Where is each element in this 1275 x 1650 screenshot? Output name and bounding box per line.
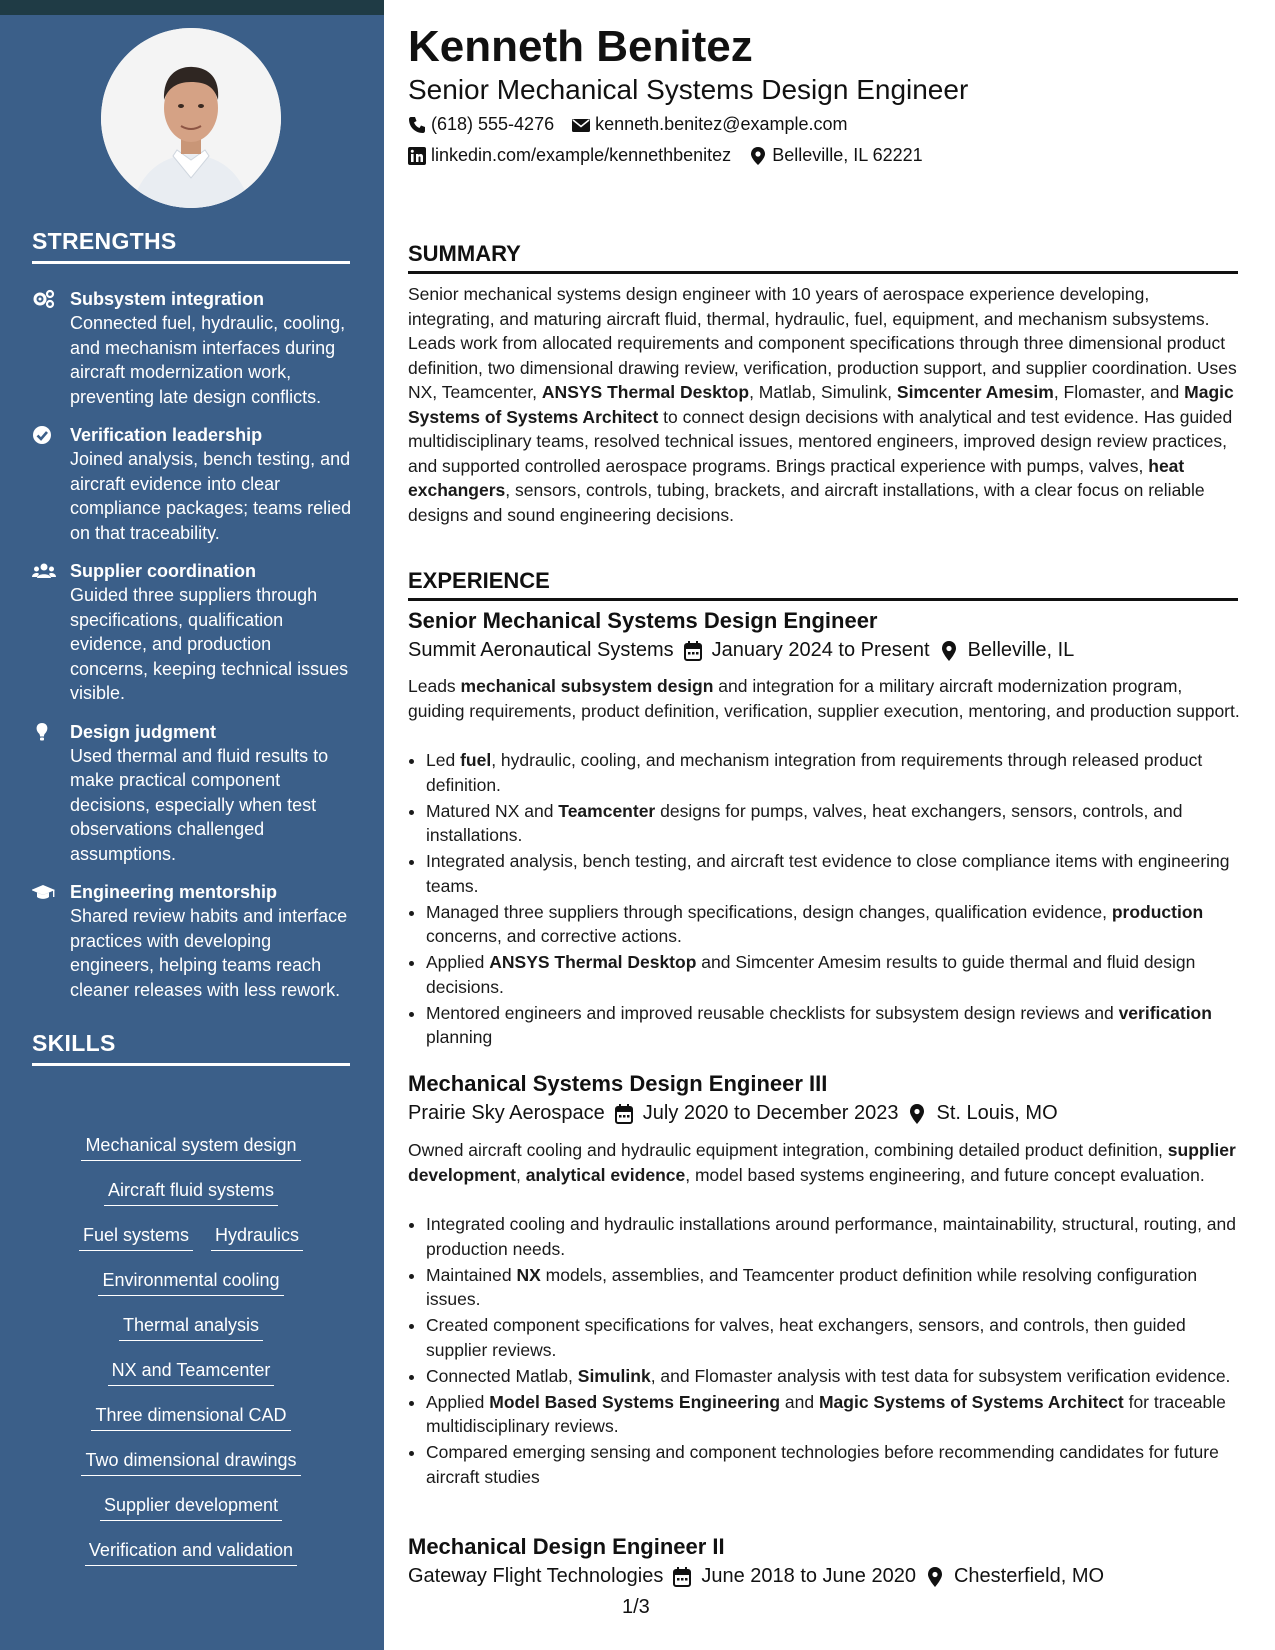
profile-photo	[101, 28, 281, 208]
strength-item	[32, 720, 352, 867]
location-pin-icon	[749, 147, 767, 165]
job-meta	[408, 639, 1074, 662]
text-run: designs for pumps, valves, heat exchangers, sensors, controls, and installations.	[426, 800, 1183, 845]
page-number: 1/3	[622, 1596, 650, 1618]
skill-tag: Supplier development	[100, 1492, 282, 1521]
bold-text: NX	[516, 1264, 541, 1285]
text-run: to connect design decisions with analytical and test evidence. Has guided multidisciplinary teams, resolved technical issues, mentored engineers, improved design review practices, and supported controlled aerospace programs. Brings practical experience with pumps, valves,	[408, 406, 1233, 476]
email-icon	[572, 116, 590, 134]
job-dates: January 2024 to Present	[711, 639, 930, 661]
bold-text: production	[1111, 901, 1204, 922]
text-run: concerns, and corrective actions.	[426, 926, 682, 946]
bullet-item	[426, 900, 1238, 949]
skill-tag: NX and Teamcenter	[108, 1357, 275, 1386]
location-text: Belleville, IL 62221	[772, 145, 923, 165]
bold-text: verification	[1118, 1002, 1212, 1023]
contact-row	[408, 114, 848, 135]
bold-text: Model Based Systems Engineering	[489, 1391, 781, 1412]
strength-item	[32, 423, 352, 545]
bold-text: Magic Systems of Systems Architect	[408, 382, 1234, 427]
strength-title: Subsystem integration	[70, 289, 265, 309]
bullet-item	[426, 950, 1238, 999]
strength-title: Engineering mentorship	[70, 882, 278, 902]
text-run: Led	[426, 750, 461, 770]
job-company: Gateway Flight Technologies	[408, 1565, 664, 1587]
job-meta	[408, 1565, 1104, 1588]
job-location: St. Louis, MO	[936, 1102, 1058, 1124]
strengths-heading: STRENGTHS	[32, 228, 350, 264]
job-bullets	[408, 748, 1238, 1051]
contact-row	[408, 145, 923, 166]
skill-tag: Fuel systems	[79, 1222, 193, 1251]
linkedin-link[interactable]: linkedin.com/example/kennethbenitez	[431, 145, 732, 165]
text-run: Managed three suppliers through specifications, design changes, qualification evidence,	[426, 901, 1112, 922]
summary-text	[408, 282, 1240, 527]
job-dates: July 2020 to December 2023	[642, 1102, 899, 1124]
bold-text: ANSYS Thermal Desktop	[489, 952, 697, 972]
text-run: Leads	[408, 676, 461, 696]
check-circle-icon	[32, 425, 56, 445]
lightbulb-icon	[32, 722, 56, 742]
strength-description: Shared review habits and interface practices with developing engineers, helping teams reach cleaner releases with less rework.	[70, 906, 348, 1000]
job-title: Senior Mechanical Systems Design Engineer	[408, 608, 878, 633]
text-run: Integrated analysis, bench testing, and aircraft test evidence to close compliance items with engineering teams.	[426, 851, 1230, 896]
strength-description: Joined analysis, bench testing, and aircraft evidence into clear compliance packages; teams relied on that traceability.	[70, 449, 352, 543]
text-run: Matured NX and	[426, 800, 559, 821]
email-link[interactable]: kenneth.benitez@example.com	[595, 114, 848, 134]
text-run: , sensors, controls, tubing, brackets, and aircraft installations, with a clear focus on reliable designs and sound engineering decisions.	[408, 480, 1205, 525]
bullet-item	[426, 1364, 1238, 1389]
job-title: Mechanical Design Engineer II	[408, 1534, 725, 1559]
strength-title: Supplier coordination	[70, 561, 257, 581]
strength-item	[32, 880, 352, 1002]
skill-tag: Aircraft fluid systems	[104, 1177, 278, 1206]
job-company: Summit Aeronautical Systems	[408, 639, 674, 661]
text-run: Owned aircraft cooling and hydraulic equipment integration, combining detailed product definition,	[408, 1140, 1168, 1160]
text-run: and	[780, 1391, 819, 1412]
phone-number: (618) 555-4276	[431, 114, 555, 134]
skills-list	[32, 1132, 350, 1582]
bold-text: Simcenter Amesim	[896, 382, 1054, 402]
candidate-name: Kenneth Benitez	[408, 22, 753, 71]
text-run: , Flomaster, and	[1053, 382, 1185, 402]
text-run: , hydraulic, cooling, and mechanism integration from requirements through released product definition.	[426, 750, 1203, 795]
calendar-icon	[684, 641, 702, 661]
text-run: , Matlab, Simulink,	[749, 382, 897, 402]
text-run: ,	[515, 1164, 526, 1185]
calendar-icon	[615, 1104, 633, 1124]
bullet-item	[426, 1001, 1238, 1050]
skill-tag: Verification and validation	[85, 1537, 297, 1566]
location-pin-icon	[940, 641, 958, 661]
text-run: Applied	[426, 1391, 490, 1412]
strength-description: Guided three suppliers through specifications, qualification evidence, and production concerns, keeping technical issues visible.	[70, 585, 349, 703]
job-location: Belleville, IL	[967, 639, 1075, 661]
job-dates: June 2018 to June 2020	[701, 1565, 916, 1587]
bullet-item	[426, 849, 1238, 898]
job-meta	[408, 1102, 1058, 1125]
strength-description: Used thermal and fluid results to make practical component decisions, especially when test observations challenged assumptions.	[70, 745, 329, 864]
job-title: Mechanical Systems Design Engineer III	[408, 1071, 828, 1096]
text-run: Applied	[426, 952, 490, 972]
candidate-title: Senior Mechanical Systems Design Engineer	[408, 74, 969, 105]
bold-text: Teamcenter	[558, 800, 656, 821]
job-intro	[408, 674, 1240, 723]
skill-tag: Thermal analysis	[119, 1312, 263, 1341]
text-run: Senior mechanical systems design engineer with 10 years of aerospace experience developing, integrating, and maturing aircraft fluid, thermal, hydraulic, fuel, equipment, and mechanism subsystems. Leads work from allocated requirements and component specifications through three dimensional product definition, two dimensional drawing review, verification, production support, and supplier coordination. Uses NX, Teamcenter,	[408, 284, 1237, 402]
bullet-item	[426, 1263, 1238, 1312]
job-bullets	[408, 1212, 1238, 1491]
phone-icon	[408, 116, 426, 134]
text-run: Integrated cooling and hydraulic installations around performance, maintainability, structural, routing, and production needs.	[426, 1214, 1236, 1259]
strengths-list	[32, 287, 352, 1016]
bullet-item	[426, 1313, 1238, 1362]
bold-text: supplier development	[408, 1140, 1236, 1185]
skill-tag: Three dimensional CAD	[91, 1402, 290, 1431]
skill-tag: Mechanical system design	[81, 1132, 300, 1161]
summary-heading: SUMMARY	[408, 241, 1238, 274]
calendar-icon	[673, 1567, 691, 1587]
bold-text: mechanical subsystem design	[460, 676, 714, 696]
strength-item	[32, 559, 352, 706]
text-run: Maintained	[426, 1264, 517, 1285]
skill-tag: Environmental cooling	[98, 1267, 283, 1296]
text-run: Connected Matlab,	[426, 1365, 578, 1386]
sidebar-top-band	[0, 0, 384, 15]
text-run: , model based systems engineering, and future concept evaluation.	[685, 1164, 1205, 1185]
text-run: models, assemblies, and Teamcenter product definition while resolving configuration issues.	[426, 1264, 1198, 1309]
graduation-cap-icon	[32, 882, 56, 902]
gears-icon	[32, 289, 56, 309]
bold-text: ANSYS Thermal Desktop	[541, 382, 750, 402]
job-location: Chesterfield, MO	[953, 1565, 1105, 1587]
skills-heading: SKILLS	[32, 1030, 350, 1066]
strength-description: Connected fuel, hydraulic, cooling, and mechanism interfaces during aircraft modernization work, preventing late design conflicts.	[70, 313, 346, 407]
bold-text: heat exchangers	[408, 455, 1185, 500]
bullet-item	[426, 1440, 1238, 1489]
skill-tag: Two dimensional drawings	[81, 1447, 300, 1476]
bold-text: analytical evidence	[525, 1164, 686, 1185]
text-run: Created component specifications for valves, heat exchangers, sensors, and controls, then guided supplier reviews.	[426, 1315, 1186, 1360]
bold-text: Simulink	[577, 1365, 651, 1386]
sidebar	[0, 15, 384, 1650]
text-run: Mentored engineers and improved reusable checklists for subsystem design reviews and	[426, 1002, 1119, 1023]
text-run: , and Flomaster analysis with test data for subsystem verification evidence.	[650, 1365, 1231, 1386]
skill-tag: Hydraulics	[211, 1222, 303, 1251]
strength-title: Design judgment	[70, 721, 217, 742]
linkedin-icon	[408, 147, 426, 165]
text-run: and Simcenter Amesim results to guide thermal and fluid design decisions.	[426, 952, 1196, 997]
strength-title: Verification leadership	[70, 425, 263, 445]
bold-text: fuel	[460, 750, 492, 770]
profile-photo-illustration	[101, 28, 281, 208]
bullet-item	[426, 1390, 1238, 1439]
text-run: for traceable multidisciplinary reviews.	[426, 1391, 1226, 1436]
experience-heading: EXPERIENCE	[408, 568, 1238, 601]
location-pin-icon	[908, 1104, 926, 1124]
bullet-item	[426, 748, 1238, 797]
text-run: planning	[426, 1027, 493, 1047]
bullet-item	[426, 799, 1238, 848]
text-run: Compared emerging sensing and component technologies before recommending candidates for future aircraft studies	[426, 1442, 1219, 1487]
location-pin-icon	[926, 1567, 944, 1587]
strength-item	[32, 287, 352, 409]
job-intro	[408, 1138, 1240, 1187]
bold-text: Magic Systems of Systems Architect	[818, 1391, 1124, 1412]
users-icon	[32, 561, 56, 581]
bullet-item	[426, 1212, 1238, 1261]
text-run: and integration for a military aircraft modernization program, guiding requirements, product definition, verification, supplier execution, mentoring, and production support.	[408, 676, 1240, 721]
job-company: Prairie Sky Aerospace	[408, 1102, 605, 1124]
